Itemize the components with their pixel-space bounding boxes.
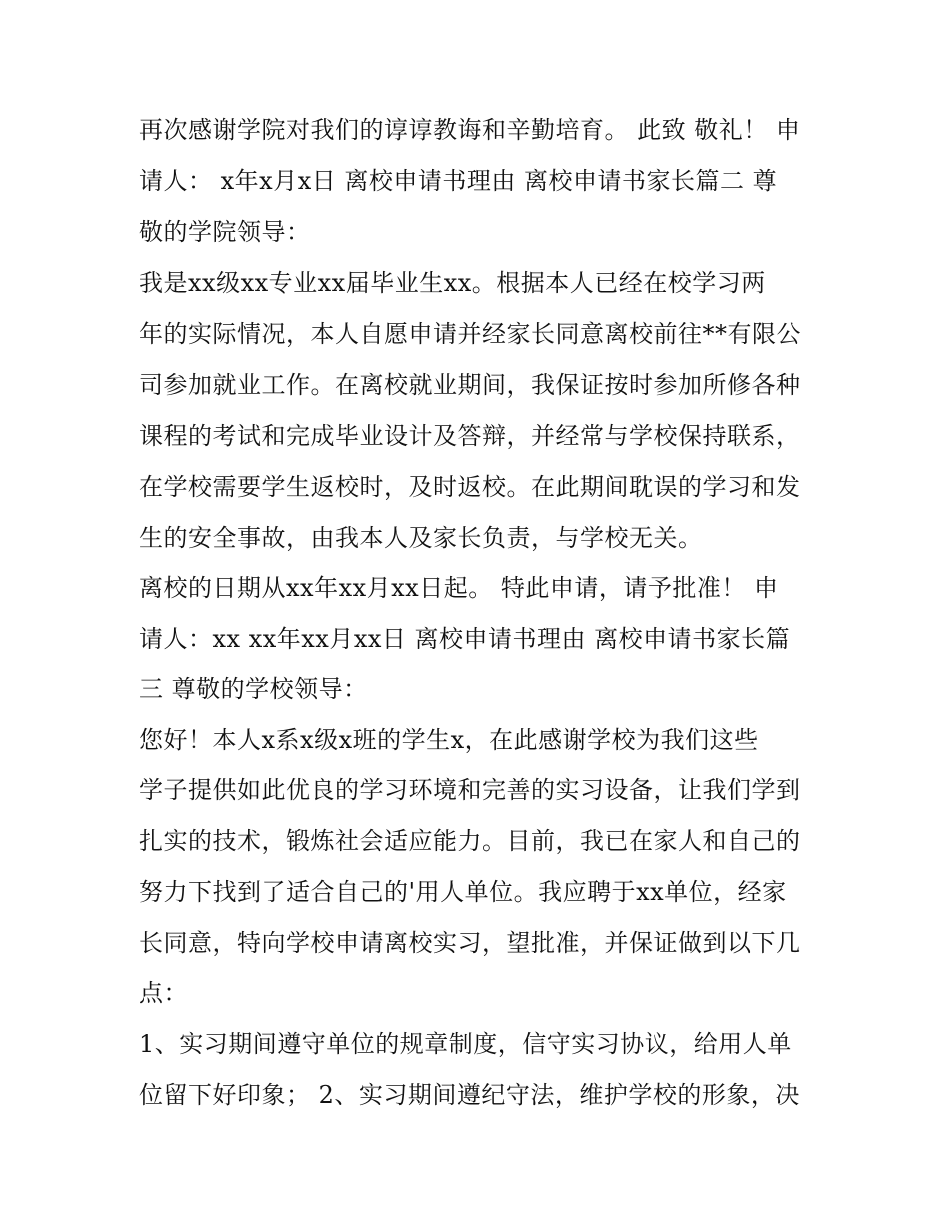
text-line: 扎实的技术，锻炼社会适应能力。目前，我已在家人和自己的	[139, 827, 801, 855]
text-line: 离校的日期从xx年xx月xx日起。 特此申请，请予批准！ 申	[139, 574, 779, 602]
text-line: 长同意，特向学校申请离校实习，望批准，并保证做到以下几	[139, 929, 801, 957]
text-line: 生的安全事故，由我本人及家长负责，与学校无关。	[139, 524, 703, 552]
text-line: 学子提供如此优良的学习环境和完善的实习设备，让我们学到	[139, 776, 801, 804]
text-line: 司参加就业工作。在离校就业期间，我保证按时参加所修各种	[139, 371, 801, 399]
text-line: 请人： x年x月x日 离校申请书理由 离校申请书家长篇二 尊	[139, 167, 778, 195]
text-line: 我是xx级xx专业xx届毕业生xx。根据本人已经在校学习两	[139, 269, 766, 297]
text-line: 您好！本人x系x级x班的学生x，在此感谢学校为我们这些	[139, 726, 759, 754]
text-line: 课程的考试和完成毕业设计及答辩，并经常与学校保持联系，	[139, 422, 801, 450]
text-line: 再次感谢学院对我们的谆谆教诲和辛勤培育。 此致 敬礼！ 申	[139, 116, 801, 144]
text-line: 点：	[139, 979, 188, 1007]
text-line: 努力下找到了适合自己的'用人单位。我应聘于xx单位，经家	[139, 878, 787, 906]
text-line: 1、实习期间遵守单位的规章制度，信守实习协议，给用人单	[139, 1030, 792, 1058]
text-line: 请人：xx xx年xx月xx日 离校申请书理由 离校申请书家长篇	[139, 625, 791, 653]
text-line: 三 尊敬的学校领导：	[139, 675, 368, 703]
text-line: 年的实际情况，本人自愿申请并经家长同意离校前往**有限公	[139, 320, 801, 348]
text-line: 位留下好印象； 2、实习期间遵纪守法，维护学校的形象，决	[139, 1081, 800, 1109]
text-line: 在学校需要学生返校时，及时返校。在此期间耽误的学习和发	[139, 473, 801, 501]
text-line: 敬的学院领导：	[139, 218, 311, 246]
